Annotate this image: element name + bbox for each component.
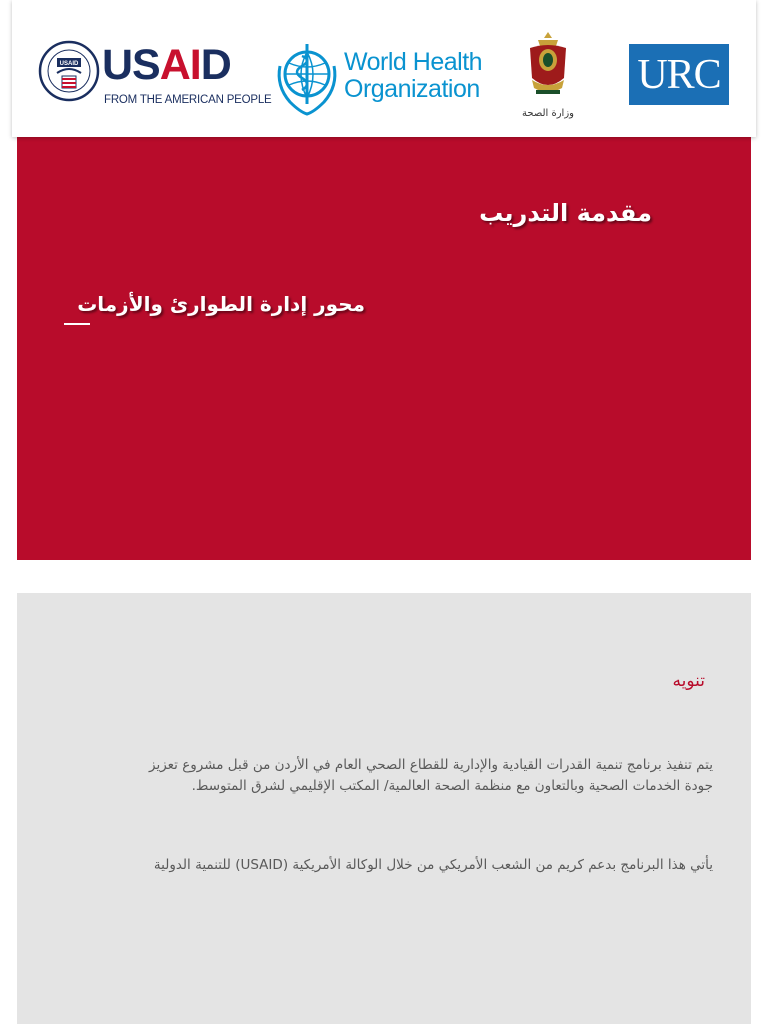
- notice-panel: [17, 593, 751, 1024]
- urc-wordmark: URC: [637, 51, 721, 98]
- who-emblem-icon: [272, 36, 342, 116]
- ministry-of-health-logo: [518, 30, 578, 128]
- notice-paragraph-2: يأتي هذا البرنامج بدعم كريم من الشعب الأمريكي من خلال الوكالة الأمريكية (USAID) للتنمية الدولية: [153, 857, 713, 873]
- who-name: [344, 49, 482, 103]
- usaid-wordmark: USAID: [102, 41, 231, 89]
- usaid-logo: [38, 38, 272, 116]
- who-name-line1: World Health: [344, 48, 483, 76]
- slide-subtitle: محور إدارة الطوارئ والأزمات: [77, 292, 365, 316]
- urc-logo: [629, 44, 729, 105]
- subtitle-underline: [64, 323, 90, 325]
- jordan-crest-icon: [526, 30, 570, 100]
- notice-paragraph-1: يتم تنفيذ برنامج تنمية القدرات القيادية والإدارية للقطاع الصحي العام في الأردن من قبل مشروع تعزيز جودة الخدمات الصحية وبالتعاون مع منظمة الصحة العالمية/ المكتب الإقليمي لشرق المتوسط.: [149, 757, 713, 794]
- svg-text:USAID: USAID: [59, 61, 79, 67]
- ministry-caption: وزارة الصحة: [522, 108, 574, 119]
- who-logo: [272, 36, 483, 118]
- title-panel: [17, 137, 751, 560]
- slide-title: مقدمة التدريب: [479, 199, 652, 227]
- who-name-line2: Organization: [344, 75, 480, 103]
- usaid-tagline: FROM THE AMERICAN PEOPLE: [104, 94, 272, 106]
- notice-heading: تنويه: [672, 671, 705, 691]
- usaid-seal-icon: [38, 40, 100, 102]
- logo-header-bar: [12, 0, 756, 137]
